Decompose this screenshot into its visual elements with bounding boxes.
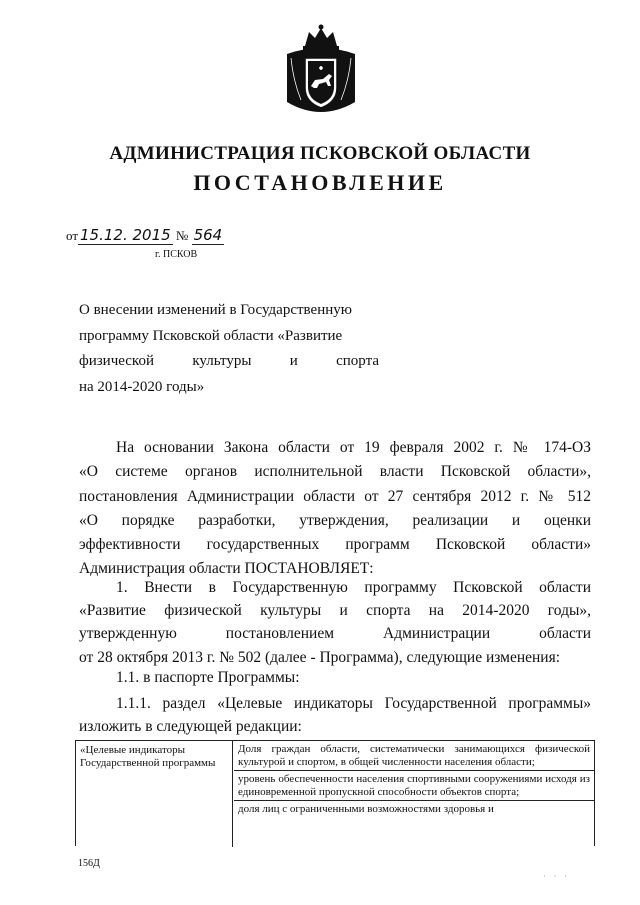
indicator-item: Доля граждан области, систематически занимающихся физической культурой и спортом, в общей численности населения области; [234,741,594,771]
preamble-paragraph [79,436,591,582]
pskov-coat-of-arms-icon [283,24,359,118]
text-line: Администрация области ПОСТАНОВЛЯЕТ: [79,560,374,578]
text-line: изложить в следующей редакции: [79,718,302,735]
document-type-title: ПОСТАНОВЛЕНИЕ [193,170,447,195]
table-values-cell [234,741,594,818]
subject-line: на 2014-2020 годы» [79,378,205,395]
text-line: от 28 октября 2013 г. № 502 (далее - Программа), следующие изменения: [79,648,561,666]
subject-line: физической культуры и спорта [79,353,379,369]
table-label-cell: «Целевые индикаторы Государственной программы [76,741,233,847]
clause-1-1-1 [79,692,591,738]
text-line: эффективности государственных программ Псковской области» [79,536,591,554]
text-line: На основании Закона области от 19 февраля 2002 г. № 174-ОЗ [116,439,591,456]
clause-1-1: 1.1. в паспорте Программы: [116,669,300,686]
text-line: постановления Администрации области от 27 сентября 2012 г. № 512 [79,487,591,505]
city-label: г. ПСКОВ [155,249,198,260]
text-line: 1. Внести в Государственную программу Псковской области [116,579,591,596]
number-sign: № [175,228,189,243]
text-line: «О системе органов исполнительной власти Псковской области», [79,463,591,481]
document-number: 564 [193,226,223,244]
text-line: утвержденную постановлением Администрации области [79,625,591,643]
organization-title: АДМИНИСТРАЦИЯ ПСКОВСКОЙ ОБЛАСТИ [109,143,531,164]
text-line: «Развитие физической культуры и спорта на 2014-2020 годы», [79,602,591,620]
text-line: 1.1.1. раздел «Целевые индикаторы Государственной программы» [116,695,591,712]
indicator-item: доля лиц с ограниченными возможностями здоровья и [238,803,494,815]
document-date: 15.12. 2015 [80,226,171,244]
clause-1-paragraph [79,576,591,669]
date-number-line [66,226,224,244]
indicators-table [75,740,595,846]
subject-line: О внесении изменений в Государственную [79,302,352,318]
document-subject [79,298,379,400]
date-prefix: от [66,228,79,243]
subject-line: программу Псковской области «Развитие [79,327,343,344]
scan-artifact: · · · [543,872,570,881]
indicator-item: уровень обеспеченности населения спортивными сооружениями исходя из единовременной пропускной способности объектов спорта; [234,771,594,801]
footer-document-code: 156Д [78,858,100,869]
text-line: «О порядке разработки, утверждения, реализации и оценки [79,511,591,529]
